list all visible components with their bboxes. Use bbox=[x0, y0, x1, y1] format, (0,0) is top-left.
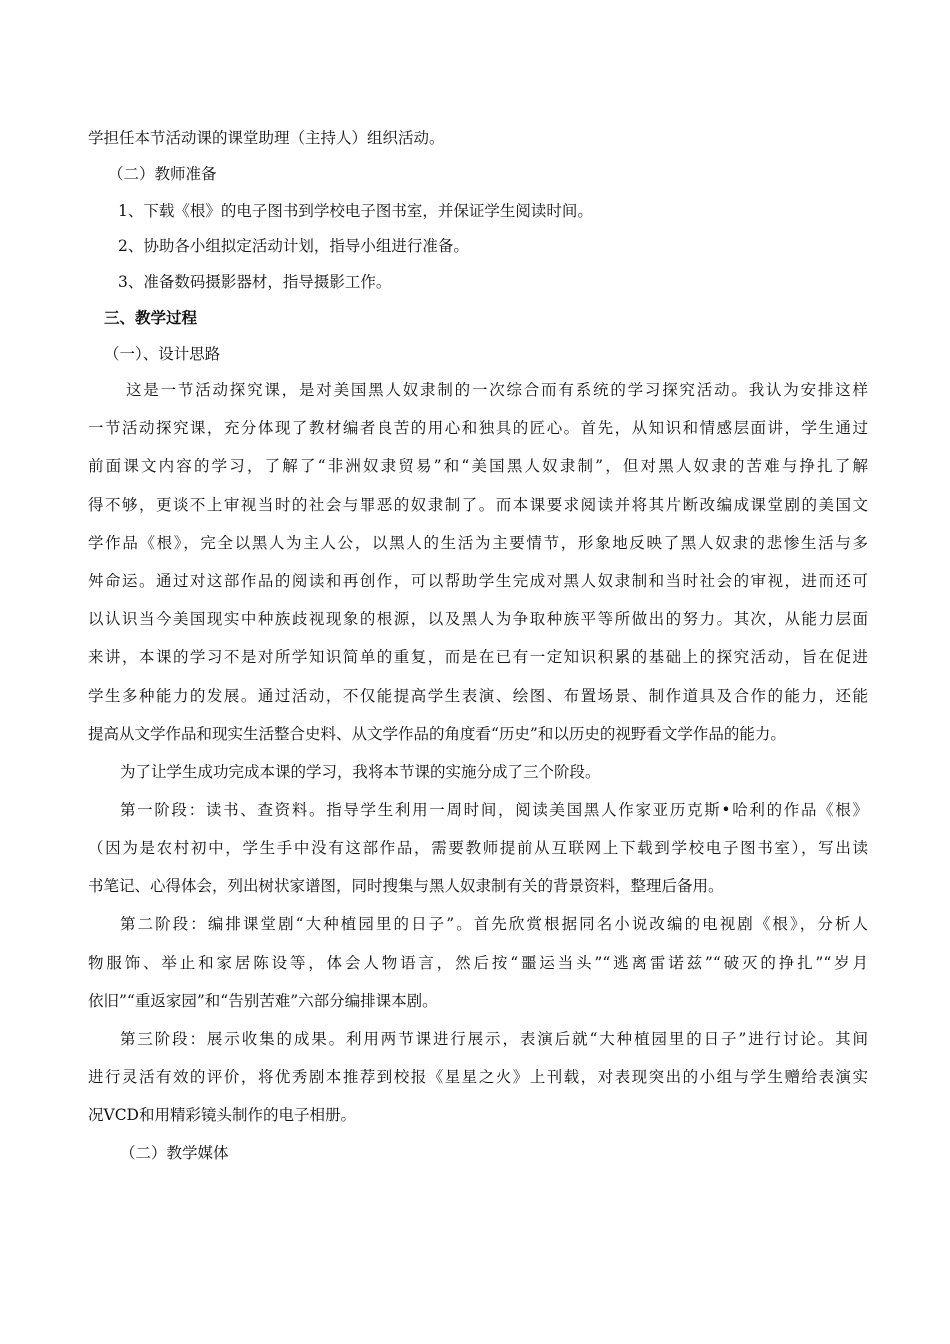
paragraph-line: 学生多种能力的发展。通过活动，不仅能提高学生表演、绘图、布置场景、制作道具及合作的能力，还能 bbox=[88, 687, 868, 705]
paragraph-line: 来讲，本课的学习不是对所学知识简单的重复，而是在已有一定知识积累的基础上的探究活动，旨在促进 bbox=[88, 648, 868, 666]
paragraph-line: 第二阶段：编排课堂剧“大种植园里的日子”。首先欣赏根据同名小说改编的电视剧《根》，分析人 bbox=[120, 915, 868, 933]
paragraph-line: 进行灵活有效的评价，将优秀剧本推荐到校报《星星之火》上刊载，对表现突出的小组与学生赠给表演实 bbox=[88, 1068, 868, 1086]
paragraph-line: 学担任本节活动课的课堂助理（主持人）组织活动。 bbox=[88, 129, 445, 147]
section-subheading: （二）教学媒体 bbox=[120, 1144, 229, 1162]
paragraph-line: 这是一节活动探究课，是对美国黑人奴隶制的一次综合而有系统的学习探究活动。我认为安排这样 bbox=[126, 381, 868, 399]
list-item: 3、准备数码摄影器材，指导摄影工作。 bbox=[118, 273, 392, 291]
paragraph-line: 物服饰、举止和家居陈设等，体会人物语言，然后按“噩运当头”“逃离雷诺兹”“破灭的挣扎”“岁月 bbox=[88, 954, 868, 972]
paragraph-line: 为了让学生成功完成本课的学习，我将本节课的实施分成了三个阶段。 bbox=[120, 763, 601, 781]
paragraph-line: （因为是农村初中，学生手中没有这部作品，需要教师提前从互联网上下载到学校电子图书室），写出读 bbox=[88, 839, 868, 857]
paragraph-line: 第三阶段：展示收集的成果。利用两节课进行展示，表演后就“大种植园里的日子”进行讨论。其间 bbox=[120, 1030, 868, 1048]
section-subheading: （二）教师准备 bbox=[108, 165, 217, 183]
paragraph-line: 依旧”“重返家园”和“告别苦难”六部分编排课本剧。 bbox=[88, 992, 438, 1010]
paragraph-line: 前面课文内容的学习，了解了“非洲奴隶贸易”和“美国黑人奴隶制”，但对黑人奴隶的苦难与挣扎了解 bbox=[88, 457, 868, 475]
section-heading: 三、教学过程 bbox=[104, 309, 198, 327]
paragraph-line: 提高从文学作品和现实生活整合史料、从文学作品的角度看“历史”和以历史的视野看文学作品的能力。 bbox=[88, 725, 786, 743]
paragraph-line: 况VCD和用精彩镜头制作的电子相册。 bbox=[88, 1106, 356, 1124]
paragraph-line: 第一阶段：读书、查资料。指导学生利用一周时间，阅读美国黑人作家亚历克斯•哈利的作品《根》 bbox=[120, 801, 868, 819]
list-item: 2、协助各小组拟定活动计划，指导小组进行准备。 bbox=[118, 237, 469, 255]
paragraph-line: 一节活动探究课，充分体现了教材编者良苦的用心和独具的匠心。首先，从知识和情感层面讲，学生通过 bbox=[88, 419, 868, 437]
paragraph-line: 书笔记、心得体会，列出树状家谱图，同时搜集与黑人奴隶制有关的背景资料，整理后备用。 bbox=[88, 877, 724, 895]
list-item: 1、下载《根》的电子图书到学校电子图书室，并保证学生阅读时间。 bbox=[118, 202, 593, 220]
paragraph-line: 得不够，更谈不上审视当时的社会与罪恶的奴隶制了。而本课要求阅读并将其片断改编成课堂剧的美国文 bbox=[88, 496, 868, 514]
paragraph-line: 学作品《根》，完全以黑人为主人公，以黑人的生活为主要情节，形象地反映了黑人奴隶的悲惨生活与多 bbox=[88, 534, 868, 552]
paragraph-line: 以认识当今美国现实中种族歧视现象的根源，以及黑人为争取种族平等所做出的努力。其次，从能力层面 bbox=[88, 610, 868, 628]
section-subheading: （一）、设计思路 bbox=[104, 345, 221, 363]
paragraph-line: 舛命运。通过对这部作品的阅读和再创作，可以帮助学生完成对黑人奴隶制和当时社会的审视，进而还可 bbox=[88, 572, 868, 590]
